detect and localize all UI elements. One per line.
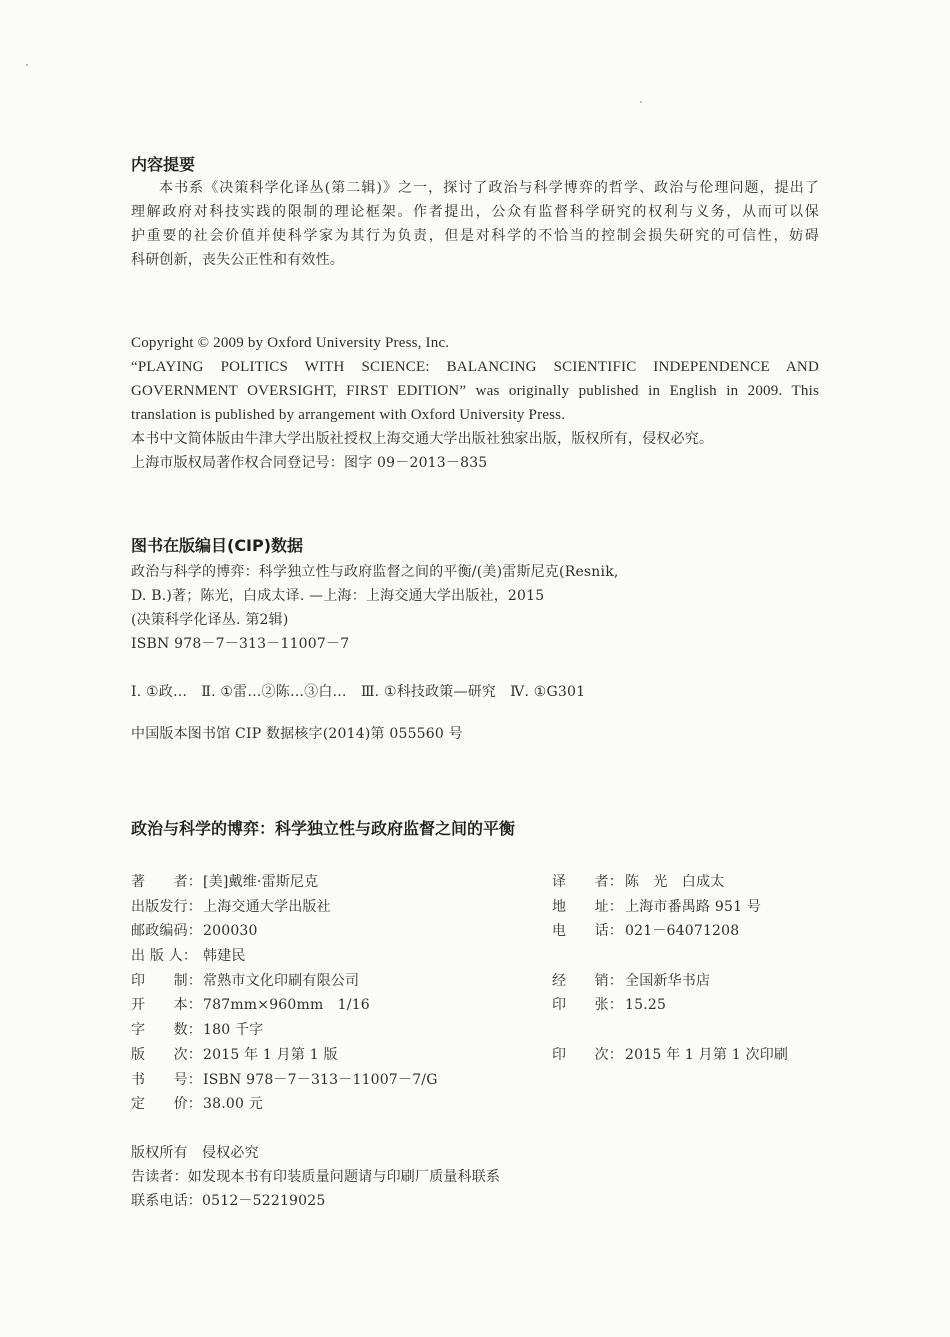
info-value: 787mm×960mm 1/16 xyxy=(203,997,370,1014)
summary-block xyxy=(131,176,819,272)
cip-line: D. B.)著；陈光，白成太译. —上海：上海交通大学出版社，2015 xyxy=(131,588,545,604)
info-label: 出版发行： xyxy=(131,898,202,915)
copyright-line: 本书中文简体版由牛津大学出版社授权上海交通大学出版社独家出版，版权所有，侵权必究。 xyxy=(131,431,714,447)
copyright-line: translation is published by arrangement with Oxford University Press. xyxy=(131,407,566,423)
footer-line: 告读者：如发现本书有印装质量问题请与印刷厂质量科联系 xyxy=(131,1169,501,1185)
cip-block xyxy=(131,560,619,656)
info-row xyxy=(131,969,831,994)
copyright-block xyxy=(131,331,819,475)
info-label: 开 本： xyxy=(131,997,202,1014)
info-label: 印 次： xyxy=(552,1046,623,1063)
info-value: 陈 光 白成太 xyxy=(625,874,725,890)
copyright-line: 上海市版权局著作权合同登记号：图字 09－2013－835 xyxy=(131,455,488,471)
info-row xyxy=(131,870,831,895)
info-row xyxy=(131,919,831,944)
cip-heading: 图书在版编目(CIP)数据 xyxy=(131,536,304,555)
info-value: 180 千字 xyxy=(203,1022,264,1039)
footer-line: 联系电话：0512－52219025 xyxy=(131,1193,326,1209)
speck xyxy=(640,101,642,103)
info-value: 2015 年 1 月第 1 次印刷 xyxy=(625,1046,789,1063)
copyright-line: Copyright © 2009 by Oxford University Press, Inc. xyxy=(131,335,450,351)
info-row xyxy=(131,1068,831,1093)
info-row xyxy=(131,944,831,969)
summary-line: 本书系《决策科学化译丛(第二辑)》之一，探讨了政治与科学博弈的哲学、政治与伦理问题，提出了 xyxy=(159,180,819,196)
info-row xyxy=(131,1043,831,1068)
info-value: 200030 xyxy=(203,923,258,940)
summary-heading: 内容提要 xyxy=(131,155,196,174)
speck xyxy=(26,64,28,66)
info-label: 定 价： xyxy=(131,1096,202,1113)
copyright-line: GOVERNMENT OVERSIGHT, FIRST EDITION” was originally published in English in 2009. This xyxy=(131,383,819,399)
info-value: 上海交通大学出版社 xyxy=(203,898,331,915)
info-value: 全国新华书店 xyxy=(625,972,711,989)
copyright-line: “PLAYING POLITICS WITH SCIENCE: BALANCING SCIENTIFIC INDEPENDENCE AND xyxy=(131,359,819,375)
info-label: 著 者： xyxy=(131,874,202,890)
info-row xyxy=(131,895,831,920)
info-value: 韩建民 xyxy=(203,948,246,965)
info-row xyxy=(131,1092,831,1117)
info-row xyxy=(131,1018,831,1043)
info-value: 上海市番禺路 951 号 xyxy=(625,898,762,915)
summary-line: 护重要的社会价值并使科学家为其行为负责，但是对科学的不恰当的控制会损失研究的可信性，妨碍 xyxy=(131,228,819,244)
info-value: 常熟市文化印刷有限公司 xyxy=(203,972,360,989)
info-label: 译 者： xyxy=(552,874,623,890)
info-label: 电 话： xyxy=(552,923,623,940)
info-value: 15.25 xyxy=(625,997,667,1014)
info-label: 出 版 人： xyxy=(131,948,198,965)
info-label: 书 号： xyxy=(131,1071,202,1088)
info-value: 021－64071208 xyxy=(625,923,740,940)
info-value: [美]戴维·雷斯尼克 xyxy=(203,874,319,890)
info-value: 38.00 元 xyxy=(203,1096,263,1113)
cip-classification: Ⅰ. ①政… Ⅱ. ①雷…②陈…③白… Ⅲ. ①科技政策—研究 Ⅳ. ①G301 xyxy=(131,684,586,700)
book-title: 政治与科学的博弈：科学独立性与政府监督之间的平衡 xyxy=(131,819,516,838)
info-label: 地 址： xyxy=(552,898,623,915)
info-label: 字 数： xyxy=(131,1022,202,1039)
cip-verification: 中国版本图书馆 CIP 数据核字(2014)第 055560 号 xyxy=(131,726,463,742)
info-label: 印 制： xyxy=(131,972,202,989)
footer-block xyxy=(131,1141,500,1213)
footer-line: 版权所有 侵权必究 xyxy=(131,1145,259,1161)
info-label: 邮政编码： xyxy=(131,923,202,940)
cip-line: (决策科学化译丛. 第2辑) xyxy=(131,612,289,628)
info-value: 2015 年 1 月第 1 版 xyxy=(203,1046,338,1063)
info-label: 经 销： xyxy=(552,972,623,989)
info-row xyxy=(131,993,831,1018)
cip-line: ISBN 978－7－313－11007－7 xyxy=(131,636,350,652)
info-label: 版 次： xyxy=(131,1046,202,1063)
summary-line: 科研创新，丧失公正性和有效性。 xyxy=(131,252,344,268)
summary-line: 理解政府对科技实践的限制的理论框架。作者提出，公众有监督科学研究的权利与义务，从而可以保 xyxy=(131,204,819,220)
cip-line: 政治与科学的博弈：科学独立性与政府监督之间的平衡/(美)雷斯尼克(Resnik, xyxy=(131,564,619,580)
info-label: 印 张： xyxy=(552,997,623,1014)
book-info-table xyxy=(131,870,831,1117)
info-value: ISBN 978－7－313－11007－7/G xyxy=(203,1071,438,1088)
